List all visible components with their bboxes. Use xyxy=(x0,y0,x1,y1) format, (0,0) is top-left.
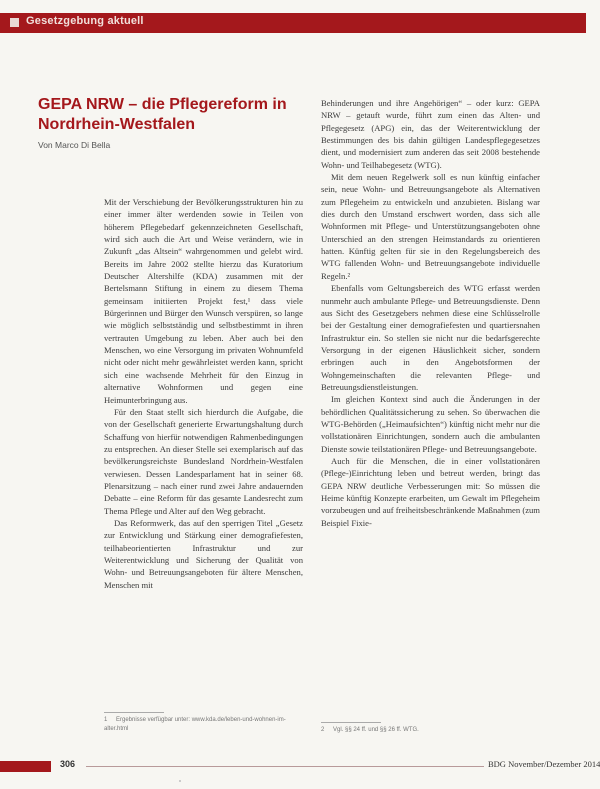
scan-artifact xyxy=(179,780,181,782)
footnote-1 xyxy=(104,716,294,734)
section-header-bar xyxy=(0,13,586,33)
footnote-text: Ergebnisse verfügbar unter: www.kda.de/leben-und-wohnen-im-alter.html xyxy=(104,717,286,732)
paragraph: Behinderungen und ihre Angehörigen“ – oder kurz: GEPA NRW – getauft wurde, führt zum einen das Alten- und Pflegegesetz (APG) ein, das der Weiterentwicklung der Bestimmungen des bis dahin gültigen Landespflegegesetzes dient, und modernisiert zum anderen das seit 2008 bestehende Wohn- und Teilhabegesetz (WTG). xyxy=(321,98,540,170)
paragraph: Auch für die Menschen, die in einer vollstationären (Pflege-)Einrichtung leben und betreut werden, bringt das GEPA NRW deutliche Verbesserungen mit: So müssen die Heime künftig Konzepte erarbeiten, um Gewalt im Pflegeheim vorzubeugen und auf freiheitsbeschränkende Maßnahmen (zum Beispiel Fixie- xyxy=(321,455,540,528)
paragraph: Mit der Verschiebung der Bevölkerungsstrukturen hin zu einer immer älter werdenden sowie in Teilen von höherem Pflegebedarf gekennzeichneten Gesellschaft, wird sich auch die Art und Weise verändern, wie in Zukunft „das Altsein“ wahrgenommen und gelebt wird. Bereits im Jahre 2002 stellte hierzu das Kuratorium Deutscher Altershilfe (KDA) zusammen mit der Bertelsmann Stiftung in einem zu diesem Thema gemeinsam initiierten Projekt fest,¹ dass viele Bürgerinnen und Bürger den Wunsch verspüren, so lange wie möglich selbstständig und selbstbestimmt in ihren vertrauten Umgebung zu leben. Aber auch bei den Menschen, wo eine Versorgung im privaten Wohnumfeld nicht oder nicht mehr gewährleistet werden kann, spricht sich eine wachsende Mehrheit für den Einzug in alternative Wohnformen und gegen eine Heimunterbringung aus. xyxy=(104,197,303,405)
page-number: 306 xyxy=(60,759,76,769)
footnote-number: 1 xyxy=(104,717,108,723)
paragraph: Im gleichen Kontext sind auch die Änderungen in der behördlichen Qualitätssicherung zu sehen. So überwachen die WTG-Behörden („Heimaufsichten“) künftig nicht mehr nur die vollstationären Einrichtungen, sondern auch die ambulanten Dienste sowie teilstationären Pflege- und Betreuungsangebote. xyxy=(321,394,540,454)
footer-accent-bar xyxy=(0,761,51,772)
paragraph: Für den Staat stellt sich hierdurch die Aufgabe, die von der Gesellschaft generierte Erwartungshaltung durch Schaffung von hierfür notwendigen Rahmenbedingungen zu entsprechen. An dieser Stelle sei exemplarisch auf das bevölkerungsreichste Bundesland Nordrhein-Westfalen verwiesen. Dessen Landesparlament hat in seiner 68. Plenarsitzung – nach einer rund zwei Jahre andauernden Debatte – eine Reform für das gesamte Landesrecht zum Thema Pflege und Alter auf den Weg gebracht. xyxy=(104,406,303,516)
footnote-2 xyxy=(321,726,521,735)
journal-issue: BDG November/Dezember 2014 xyxy=(488,759,600,769)
paragraph: Mit dem neuen Regelwerk soll es nun künftig einfacher sein, neue Wohn- und Betreuungsangebote als Alternativen zum Pflegeheim zu entwickeln und anzubieten. Bislang war dies durch den Umstand erschwert worden, dass sich alle Wohnformen mit Pflege- und Unterstützungsangeboten ohne Unterschied an den strengen Heimstandards zu orientieren hatten. Künftig gelten für sie in den Regelungsbereich des WTG fallenden Wohn- und Betreuungsangebote individuelle Regeln.² xyxy=(321,172,540,281)
article-column-right xyxy=(321,97,540,529)
footnote-text: Vgl. §§ 24 ff. und §§ 26 ff. WTG. xyxy=(333,727,419,733)
footnote-rule xyxy=(321,722,381,723)
footnote-number: 2 xyxy=(321,727,325,733)
paragraph: Ebenfalls vom Geltungsbereich des WTG erfasst werden nunmehr auch ambulante Pflege- und Betreuungsdienste. Denn aus Sicht des Gesetzgebers nehmen diese eine Schlüsselrolle bei der Gestaltung einer demografiefesten und quartiersnahen Infrastruktur ein. So stellen sie nicht nur die bedarfsgerechte Versorgung in der eigenen Häuslichkeit sicher, sondern erbringen auch in den Angebotsformen der Wohngemeinschaften die relevanten Pflege- und Betreuungsdienstleistungen. xyxy=(321,283,540,392)
footnote-rule xyxy=(104,712,164,713)
section-label: Gesetzgebung aktuell xyxy=(26,15,144,27)
article-column-left xyxy=(104,196,303,591)
footer-divider xyxy=(86,766,484,767)
section-marker-icon xyxy=(10,18,19,27)
article-title: GEPA NRW – die Pflegereform in Nordrhein-Westfalen xyxy=(38,96,287,133)
article-byline: Von Marco Di Bella xyxy=(38,140,111,150)
paragraph: Das Reformwerk, das auf den sperrigen Titel „Gesetz zur Entwicklung und Stärkung einer demografiefesten, teilhabeorientierten Infrastruktur und zur Weiterentwicklung und Sicherung der Qualität von Wohn- und Betreuungsangeboten für ältere Menschen, Menschen mit xyxy=(104,517,303,590)
